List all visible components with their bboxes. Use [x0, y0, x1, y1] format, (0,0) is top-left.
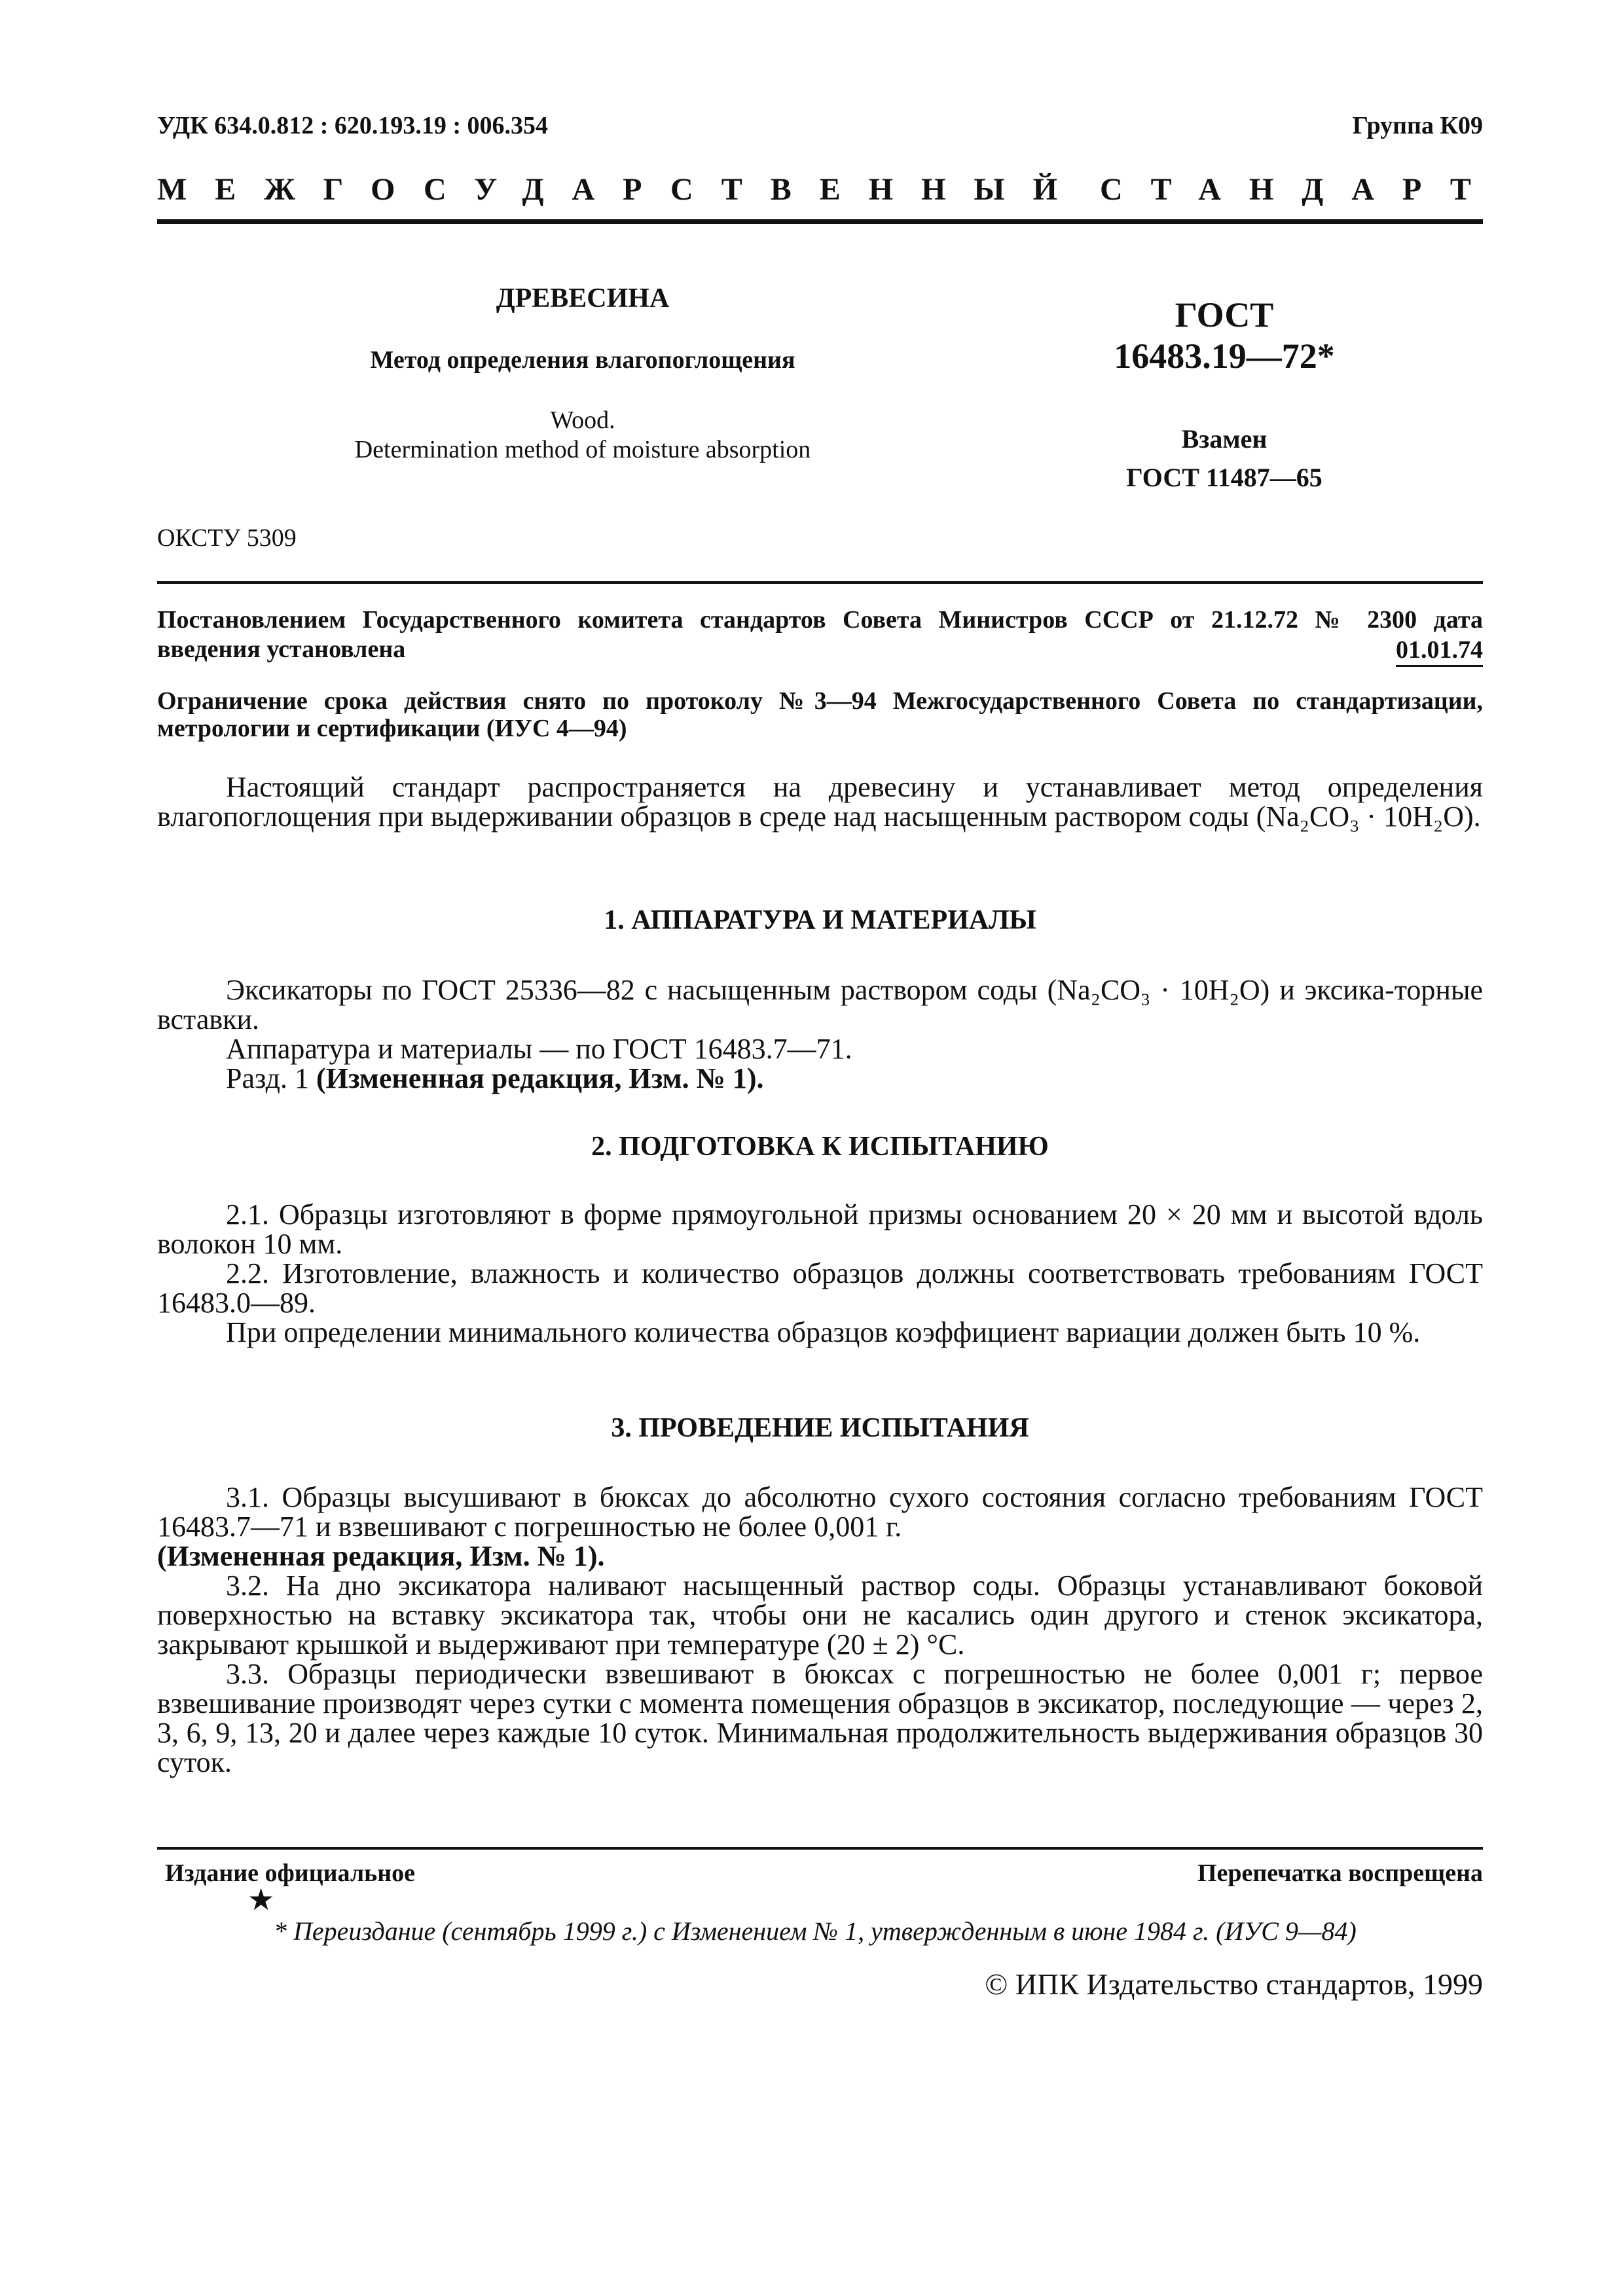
okstu-code: ОКСТУ 5309	[157, 524, 297, 552]
reprint-prohibited: Перепечатка воспрещена	[1197, 1859, 1483, 1887]
s1-paragraph-1	[157, 975, 1483, 1034]
s3-paragraph-3: 3.3. Образцы периодически взвешивают в бюксах с погрешностью не более 0,001 г; первое взвешивание производят через сутки с момента помещения образцов в эксикатор, последующие — через 2, 3, 6, 9, 13, 20 и далее через каждые 10 суток. Минимальная продолжительность выдерживания образцов 30 суток.	[157, 1658, 1483, 1778]
s3-paragraph-1: 3.1. Образцы высушивают в бюксах до абсолютно сухого состояния согласно требованиям ГОСТ 16483.7—71 и взвешивают с погрешностью не более 0,001 г.	[157, 1481, 1483, 1543]
title-rule	[157, 581, 1483, 584]
intro-formula: (Na₂CO₃ · 10H₂O).	[1256, 800, 1481, 833]
gost-label: ГОСТ	[1175, 295, 1274, 334]
intro-text: Настоящий стандарт распространяется на древесину и устанавливает метод определения влагопоглощения при выдерживании образцов в среде над насыщенным раствором соды	[157, 771, 1483, 833]
section-1-title: 1. АППАРАТУРА И МАТЕРИАЛЫ	[604, 905, 1036, 935]
section-2-title: 2. ПОДГОТОВКА К ИСПЫТАНИЮ	[591, 1132, 1049, 1162]
banner-interstate: МЕЖГОСУДАРСТВЕННЫЙ	[157, 172, 1085, 207]
decree-line-2: введения установлена	[157, 636, 406, 663]
s1-p3-amendment: (Измененная редакция, Изм. № 1).	[316, 1062, 764, 1094]
s1-p1-formula: (Na₂CO₃ · 10H₂O)	[1047, 974, 1270, 1006]
replaces-gost: ГОСТ 11487—65	[1126, 463, 1322, 492]
doc-title: ДРЕВЕСИНА	[496, 283, 670, 314]
banner-standard: СТАНДАРТ	[1100, 172, 1499, 207]
replaces-label: Взамен	[1181, 424, 1267, 454]
official-edition: Издание официальное	[165, 1859, 416, 1887]
s2-paragraph-3: При определении минимального количества образцов коэффициент вариации должен быть 10 %.	[226, 1316, 1421, 1348]
s2-paragraph-2: 2.2. Изготовление, влажность и количество образцов должны соответствовать требованиям ГОСТ 16483.0—89.	[157, 1257, 1483, 1319]
s1-p1-tail: и эксика-торные вставки.	[157, 974, 1484, 1035]
decree-line-1: Постановлением Государственного комитета стандартов Совета Министров СССР от 21.12.72 № 2300 дата	[157, 606, 1483, 634]
reissue-note: * Переиздание (сентябрь 1999 г.) с Изменением № 1, утвержденным в июне 1984 г. (ИУС 9—84)	[274, 1916, 1357, 1946]
star-icon: ★	[247, 1883, 275, 1916]
s3-amendment: (Измененная редакция, Изм. № 1).	[157, 1540, 605, 1572]
intro-paragraph	[157, 772, 1483, 831]
footer-rule	[157, 1847, 1483, 1850]
title-en-1: Wood.	[550, 406, 615, 434]
title-en-2: Determination method of moisture absorption	[354, 436, 811, 463]
s1-paragraph-3	[157, 1064, 1483, 1093]
s3-paragraph-2: 3.2. На дно эксикатора наливают насыщенный раствор соды. Образцы устанавливают боковой поверхностью на вставку эксикатора так, чтобы они не касались один другого и стенок эксикатора, закрывают крышкой и выдерживают при температуре (20 ± 2) °С.	[157, 1570, 1483, 1660]
s1-p3-prefix: Разд. 1	[226, 1062, 309, 1094]
decree-date: 01.01.74	[1396, 635, 1483, 667]
top-rule	[157, 219, 1483, 224]
section-3-title: 3. ПРОВЕДЕНИЕ ИСПЫТАНИЯ	[611, 1413, 1029, 1443]
udk-code: УДК 634.0.812 : 620.193.19 : 006.354	[157, 112, 549, 139]
limitation-note: Ограничение срока действия снято по протоколу №3—94 Межгосударственного Совета по стандартизации, метрологии и сертификации (ИУС 4—94)	[157, 687, 1483, 742]
s2-paragraph-1: 2.1. Образцы изготовляют в форме прямоугольной призмы основанием 20 × 20 мм и высотой вдоль волокон 10 мм.	[157, 1198, 1483, 1260]
s1-paragraph-2: Аппаратура и материалы — по ГОСТ 16483.7—71.	[226, 1033, 852, 1065]
s1-p1-text: Эксикаторы по ГОСТ 25336—82 с насыщенным раствором соды	[226, 974, 1038, 1006]
copyright: © ИПК Издательство стандартов, 1999	[985, 1967, 1483, 2001]
gost-number: 16483.19—72*	[1114, 336, 1335, 376]
group-code: Группа К09	[1352, 112, 1483, 139]
doc-subtitle: Метод определения влагопоглощения	[370, 346, 795, 374]
